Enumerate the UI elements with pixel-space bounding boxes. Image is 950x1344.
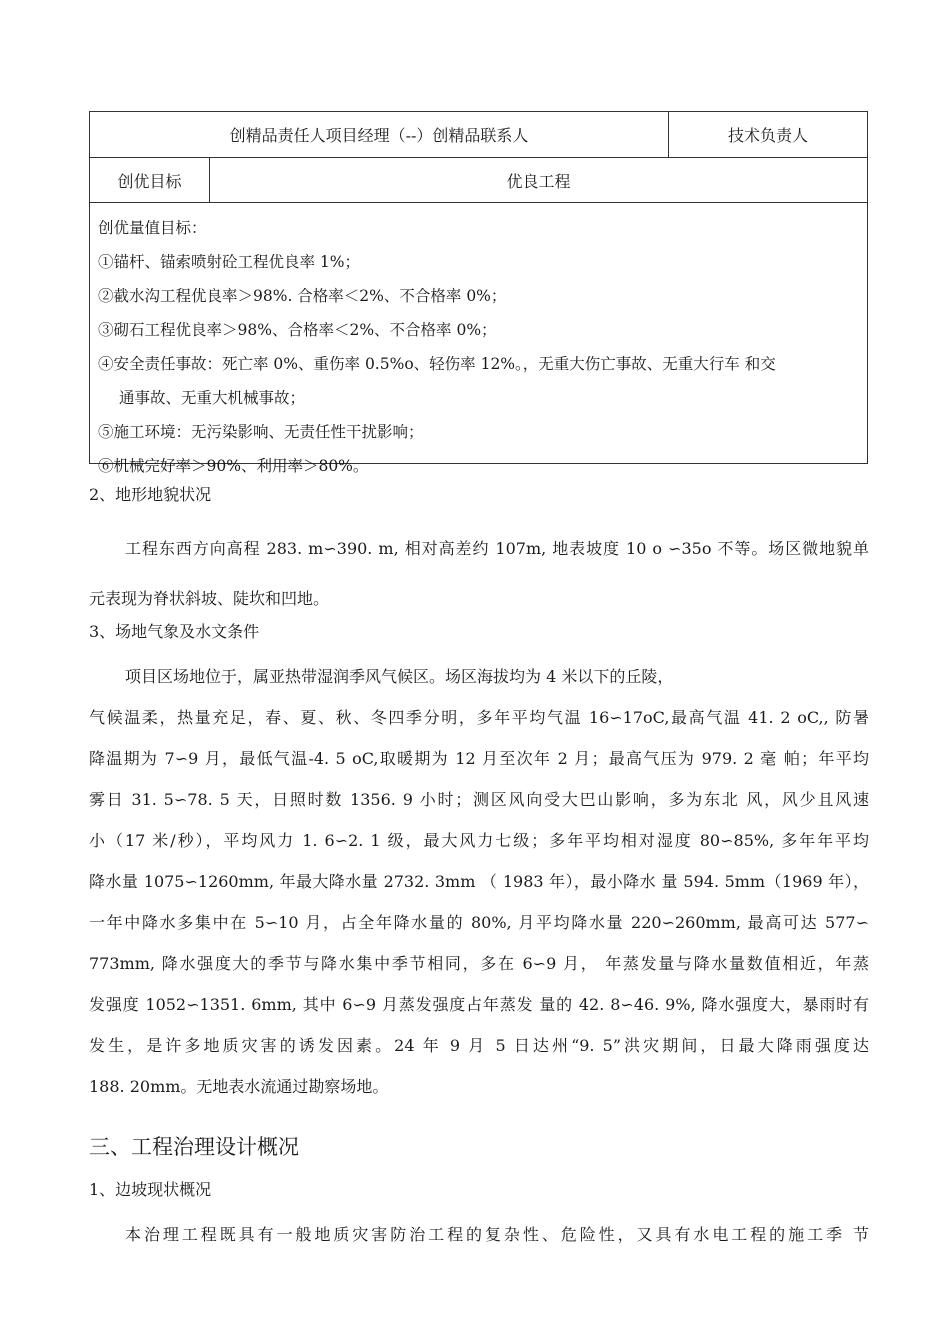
paragraph-line: 773mm, 降水强度大的季节与降水集中季节相同，多在 6∽9 月， 年蒸发量与降水量数值相近，年蒸 (89, 954, 869, 973)
paragraph-line: 本治理工程既具有一般地质灾害防治工程的复杂性、危险性，又具有水电工程的施工季 节 (125, 1225, 869, 1244)
paragraph-line: 元表现为脊状斜坡、陡坎和凹地。 (89, 589, 330, 608)
section-heading-climate: 3、场地气象及水文条件 (89, 622, 260, 641)
paragraph-line: 188. 20mm。无地表水流通过勘察场地。 (89, 1077, 389, 1096)
paragraph-line: 降水量 1075∽1260mm, 年最大降水量 2732. 3mm （ 1983 年），最小降水 量 594. 5mm（1969 年）， (89, 872, 869, 891)
target-item: ③砌石工程优良率＞98%、合格率＜2%、不合格率 0%； (98, 321, 497, 339)
section-heading-terrain: 2、地形地貌状况 (89, 485, 212, 504)
chapter-heading: 三、工程治理设计概况 (89, 1135, 299, 1159)
paragraph-line: 发生，是许多地质灾害的诱发因素。24 年 9 月 5 日达州“9. 5”洪灾期间，日最大降雨强度达 (89, 1036, 869, 1055)
terrain-paragraph (89, 524, 869, 624)
paragraph-line: 气候温柔，热量充足，春、夏、秋、冬四季分明，多年平均气温 16∽17oC,最高气温 41. 2 oC,, 防暑 (89, 708, 869, 727)
paragraph-line: 项目区场地位于，属亚热带湿润季风气候区。场区海拔均为 4 米以下的丘陵， (125, 667, 674, 686)
paragraph-line: 工程东西方向高程 283. m∽390. m, 相对高差约 107m, 地表坡度 10 o ∽35o 不等。场区微地貌单 (125, 539, 869, 558)
paragraph-line: 降温期为 7∽9 月，最低气温-4. 5 oC,取暖期为 12 月至次年 2 月；最高气压为 979. 2 毫 帕；年平均 (89, 749, 869, 768)
target-item: ⑤施工环境：无污染影响、无责任性干扰影响； (98, 423, 424, 441)
section-heading-slope: 1、边坡现状概况 (89, 1180, 212, 1199)
quality-goal-table (89, 111, 868, 475)
paragraph-line: 发强度 1052∽1351. 6mm, 其中 6∽9 月蒸发强度占年蒸发 量的 42. 8∽46. 9%, 降水强度大，暴雨时有 (89, 995, 869, 1014)
target-item-continuation: 通事故、无重大机械事故； (119, 389, 306, 407)
targets-list (98, 211, 861, 475)
paragraph-line: 小（17 米/秒），平均风力 1. 6∽2. 1 级，最大风力七级；多年平均相对湿度 80∽85%, 多年年平均 (89, 831, 869, 850)
quantitative-targets-cell (90, 203, 868, 475)
targets-title: 创优量值目标： (98, 219, 207, 237)
goal-label-cell: 创优目标 (90, 158, 210, 203)
target-item: ④安全责任事故：死亡率 0%、重伤率 0.5%o、轻伤率 12%。，无重大伤亡事故、无重大行车 和交 (98, 355, 776, 373)
paragraph-line: 一年中降水多集中在 5∽10 月，占全年降水量的 80%, 月平均降水量 220∽260mm, 最高可达 577∽ (89, 913, 869, 932)
technical-lead-cell: 技术负责人 (669, 112, 868, 158)
target-item: ①锚杆、锚索喷射砼工程优良率 1%； (98, 253, 361, 271)
target-item: ②截水沟工程优良率＞98%. 合格率＜2%、不合格率 0%； (98, 287, 507, 305)
target-item: ⑥机械完好率＞90%、利用率＞80%。 (98, 457, 369, 475)
slope-paragraph (89, 1214, 869, 1255)
climate-paragraph (89, 656, 869, 1107)
responsible-persons-cell: 创精品责任人项目经理（--）创精品联系人 (90, 112, 669, 158)
paragraph-line: 雾日 31. 5∽78. 5 天，日照时数 1356. 9 小时；测区风向受大巴山影响，多为东北 风，风少且风速 (89, 790, 869, 809)
goal-value-cell: 优良工程 (210, 158, 868, 203)
